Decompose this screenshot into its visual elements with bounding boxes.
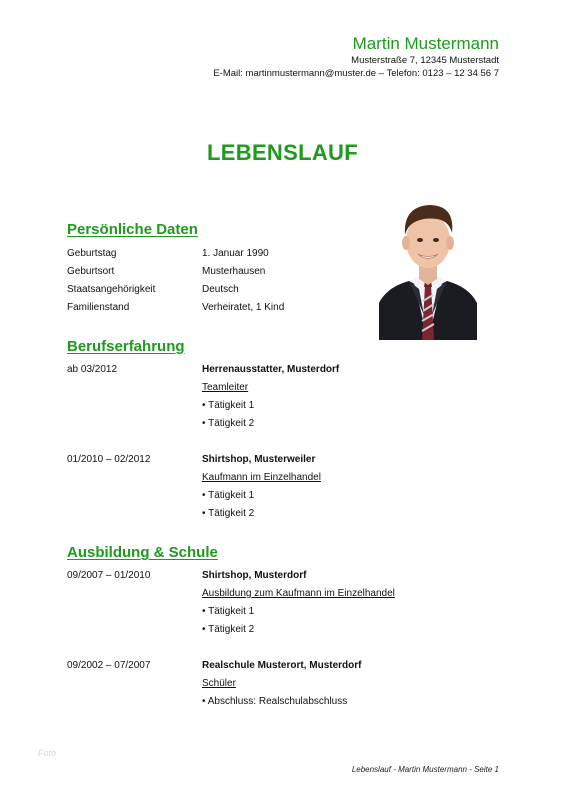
personal-value: Deutsch bbox=[202, 284, 239, 295]
applicant-photo bbox=[379, 191, 477, 340]
entry-date: ab 03/2012 bbox=[67, 364, 118, 375]
entry-date: 09/2002 – 07/2007 bbox=[67, 660, 151, 671]
entry-item: • Tätigkeit 2 bbox=[202, 624, 255, 635]
page-footer: Lebenslauf - Martin Mustermann - Seite 1 bbox=[351, 765, 499, 774]
section-heading-experience: Berufserfahrung bbox=[67, 338, 185, 355]
entry-employer: Shirtshop, Musterweiler bbox=[202, 454, 316, 465]
entry-item: • Tätigkeit 1 bbox=[202, 606, 255, 617]
entry-date: 01/2010 – 02/2012 bbox=[67, 454, 151, 465]
section-heading-education: Ausbildung & Schule bbox=[67, 544, 218, 561]
document-title: LEBENSLAUF bbox=[207, 140, 358, 165]
entry-employer: Herrenausstatter, Musterdorf bbox=[202, 364, 340, 375]
personal-label: Geburtstag bbox=[67, 248, 117, 259]
entry-date: 09/2007 – 01/2010 bbox=[67, 570, 151, 581]
entry-employer: Shirtshop, Musterdorf bbox=[202, 570, 307, 581]
applicant-name: Martin Mustermann bbox=[352, 34, 499, 53]
entry-role: Ausbildung zum Kaufmann im Einzelhandel bbox=[202, 588, 395, 599]
personal-label: Familienstand bbox=[67, 302, 130, 313]
section-heading-personal: Persönliche Daten bbox=[67, 221, 198, 238]
entry-item: • Abschluss: Realschulabschluss bbox=[202, 696, 348, 707]
personal-value: 1. Januar 1990 bbox=[202, 248, 269, 259]
personal-value: Verheiratet, 1 Kind bbox=[202, 302, 285, 313]
entry-item: • Tätigkeit 1 bbox=[202, 400, 255, 411]
portrait-illustration bbox=[379, 191, 477, 340]
entry-role: Teamleiter bbox=[202, 382, 249, 393]
contact-line: E-Mail: martinmustermann@muster.de – Telefon: 0123 – 12 34 56 7 bbox=[213, 68, 499, 79]
entry-item: • Tätigkeit 2 bbox=[202, 508, 255, 519]
entry-item: • Tätigkeit 1 bbox=[202, 490, 255, 501]
watermark: Foto bbox=[38, 748, 57, 758]
personal-label: Staatsangehörigkeit bbox=[67, 284, 156, 295]
entry-role: Schüler bbox=[202, 678, 236, 689]
entry-role: Kaufmann im Einzelhandel bbox=[202, 472, 321, 483]
personal-value: Musterhausen bbox=[202, 266, 266, 277]
entry-employer: Realschule Musterort, Musterdorf bbox=[202, 660, 362, 671]
header bbox=[213, 34, 499, 80]
address: Musterstraße 7, 12345 Musterstadt bbox=[351, 55, 499, 66]
personal-label: Geburtsort bbox=[67, 266, 115, 277]
entry-item: • Tätigkeit 2 bbox=[202, 418, 255, 429]
